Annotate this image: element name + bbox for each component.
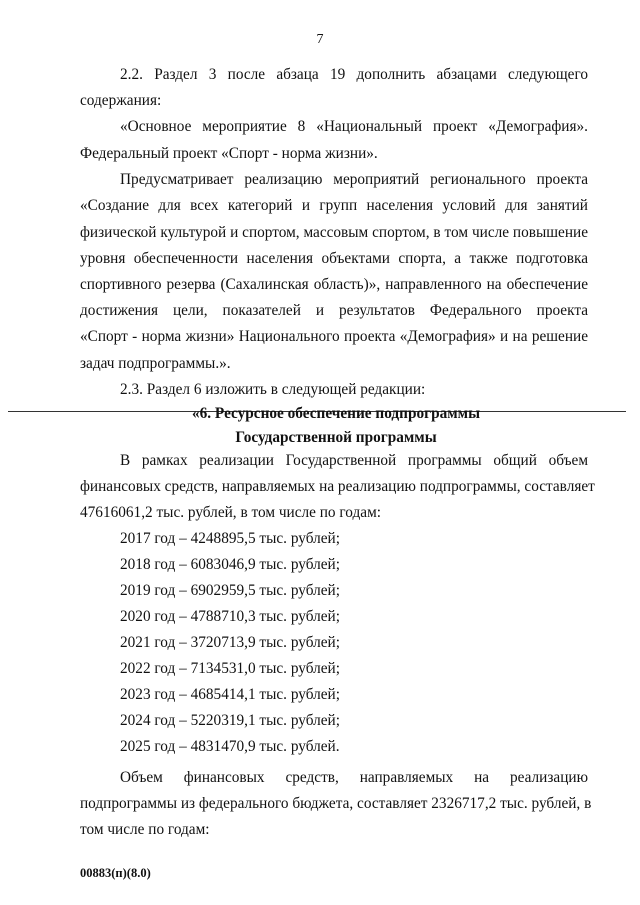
year-item: 2022 год – 7134531,0 тыс. рублей; <box>120 660 340 677</box>
paragraph-2-2-line-1: 2.2. Раздел 3 после абзаца 19 дополнить абзацами следующего <box>120 66 588 83</box>
intro-line-3: 47616061,2 тыс. рублей, в том числе по годам: <box>80 504 382 521</box>
federal-line-3: том числе по годам: <box>80 821 210 838</box>
provides-line-4: уровня обеспеченности населения объектами спорта, а также подготовка <box>80 250 588 267</box>
intro-line-2: финансовых средств, направляемых на реализацию подпрограммы, составляет <box>80 478 595 495</box>
provides-line-2: «Создание для всех категорий и групп населения условий для занятий <box>80 197 588 214</box>
document-code: 00883(п)(8.0) <box>80 866 151 880</box>
section-heading-line-2: Государственной программы <box>235 429 437 446</box>
year-item: 2021 год – 3720713,9 тыс. рублей; <box>120 634 340 651</box>
federal-line-1: Объем финансовых средств, направляемых на реализацию <box>120 769 588 786</box>
section-heading-line-1: «6. Ресурсное обеспечение подпрограммы <box>191 405 481 422</box>
year-item: 2018 год – 6083046,9 тыс. рублей; <box>120 556 340 573</box>
provides-line-7: «Спорт - норма жизни» Национального проекта «Демография» и на решение <box>80 328 588 345</box>
year-item: 2025 год – 4831470,9 тыс. рублей. <box>120 738 340 755</box>
intro-line-1: В рамках реализации Государственной программы общий объем <box>120 452 588 469</box>
year-item: 2017 год – 4248895,5 тыс. рублей; <box>120 530 340 547</box>
year-item: 2020 год – 4788710,3 тыс. рублей; <box>120 608 340 625</box>
paragraph-2-3: 2.3. Раздел 6 изложить в следующей редакции: <box>120 381 426 398</box>
provides-line-8: задач подпрограммы.». <box>80 355 231 372</box>
main-event-line-2: Федеральный проект «Спорт - норма жизни». <box>80 145 378 162</box>
provides-line-6: достижения цели, показателей и результатов Федерального проекта <box>80 302 588 319</box>
year-item: 2024 год – 5220319,1 тыс. рублей; <box>120 712 340 729</box>
page-number: 7 <box>316 32 324 47</box>
main-event-line-1: «Основное мероприятие 8 «Национальный проект «Демография». <box>120 118 588 135</box>
paragraph-2-2-line-2: содержания: <box>80 92 162 109</box>
provides-line-5: спортивного резерва (Сахалинская область)», направленного на обеспечение <box>80 276 588 293</box>
year-item: 2019 год – 6902959,5 тыс. рублей; <box>120 582 340 599</box>
provides-line-3: физической культурой и спортом, массовым спортом, в том числе повышение <box>80 224 588 241</box>
provides-line-1: Предусматривает реализацию мероприятий регионального проекта <box>120 171 588 188</box>
year-item: 2023 год – 4685414,1 тыс. рублей; <box>120 686 340 703</box>
federal-line-2: подпрограммы из федерального бюджета, составляет 2326717,2 тыс. рублей, в <box>80 795 592 812</box>
